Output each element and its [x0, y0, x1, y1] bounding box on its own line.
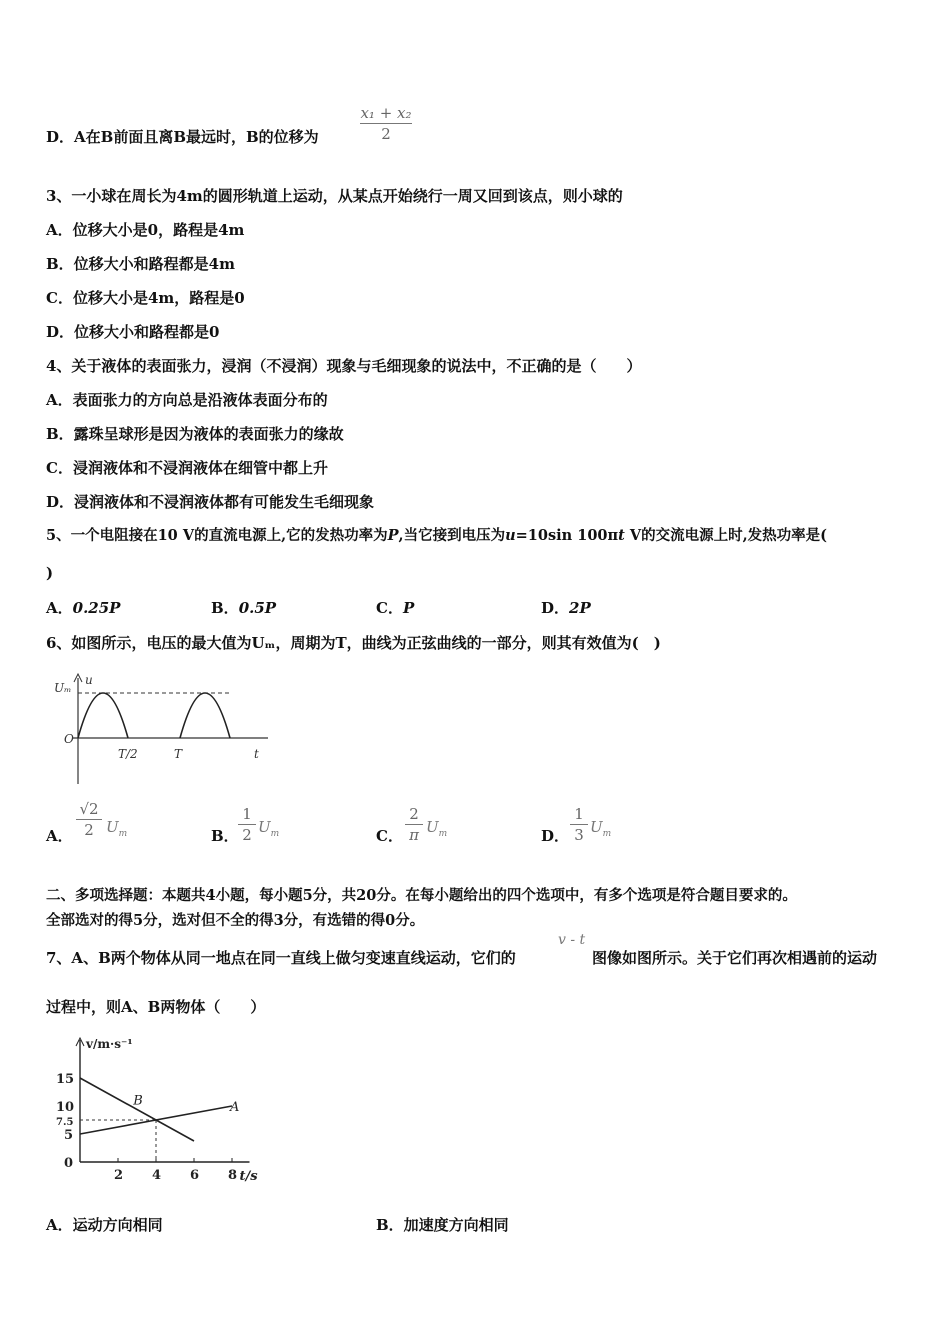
- q6-option-b-fraction: [238, 805, 256, 844]
- q6-option-a-fraction: [76, 800, 102, 839]
- y-tick-label: 15: [56, 1072, 75, 1087]
- second-half-sine: [180, 693, 230, 738]
- q5-option-b: [211, 598, 276, 618]
- q5-voltage-symbol: u: [505, 527, 516, 544]
- q4-stem: 4、关于液体的表面张力，浸润（不浸润）现象与毛细现象的说法中，不正确的是（ ）: [46, 357, 642, 375]
- u-symbol: U: [590, 818, 603, 836]
- fraction-denominator: 3: [574, 826, 584, 844]
- q7-stem-part1: 7、A、B两个物体从同一地点在同一直线上做匀变速直线运动，它们的: [46, 949, 516, 967]
- q6-option-a-u: [106, 818, 127, 839]
- x-tick-label: 2: [114, 1168, 124, 1182]
- section-2-scoring: 全部选对的得5分，选对但不全的得3分，有选错的得0分。: [46, 912, 425, 929]
- q4-option-c: C．浸润液体和不浸润液体在细管中都上升: [46, 459, 328, 477]
- x-tick-label: 6: [190, 1168, 200, 1182]
- q3-option-b: B．位移大小和路程都是4m: [46, 255, 235, 273]
- fraction-bar: [570, 824, 588, 825]
- tick-half-period: T/2: [118, 747, 138, 761]
- tick-period: T: [174, 747, 183, 761]
- q7-option-b: B．加速度方向相同: [376, 1216, 509, 1234]
- option-letter: A．: [46, 599, 73, 617]
- q6-option-d-letter: D．: [541, 827, 570, 845]
- fraction-bar: [405, 824, 423, 825]
- y-tick-label: 10: [56, 1100, 75, 1115]
- q5-stem-close: ): [46, 564, 54, 582]
- y-tick-label: 0: [64, 1156, 74, 1171]
- q4-option-b: B．露珠呈球形是因为液体的表面张力的缘故: [46, 425, 344, 443]
- series-label-a: A: [230, 1100, 240, 1115]
- u-subscript: m: [438, 829, 448, 839]
- q4-option-d: D．浸润液体和不浸润液体都有可能发生毛细现象: [46, 493, 375, 511]
- q5-option-d: [541, 598, 591, 618]
- fraction-bar: [76, 819, 102, 820]
- option-letter: B．: [211, 599, 239, 617]
- q6-option-d-u: [590, 818, 611, 839]
- q7-stem-part2: 图像如图所示。关于它们再次相遇前的运动: [592, 949, 878, 967]
- q5-option-c: [376, 598, 414, 618]
- q5-time-symbol: t: [618, 527, 625, 544]
- q7-vt-chart: [50, 1032, 290, 1182]
- fraction-denominator: π: [409, 826, 419, 844]
- u-symbol: U: [258, 818, 271, 836]
- q6-option-a-letter: A．: [46, 827, 73, 845]
- q2-option-d: [46, 127, 319, 147]
- q6-stem: 6、如图所示，电压的最大值为Uₘ，周期为T，曲线为正弦曲线的一部分，则其有效值为( ): [46, 634, 661, 652]
- fraction-numerator: 1: [242, 805, 252, 823]
- q5-stem-part: V的交流电源上时,发热功率是(: [624, 527, 828, 544]
- x-axis-label: t/s: [239, 1169, 258, 1182]
- u-subscript: m: [118, 829, 128, 839]
- fraction-numerator: x₁ + x₂: [360, 104, 412, 122]
- series-label-b: B: [133, 1093, 143, 1109]
- option-value: 2P: [569, 599, 591, 617]
- q5-stem: [46, 526, 827, 546]
- q6-voltage-graph: [50, 672, 280, 787]
- q5-stem-part: 5、一个电阻接在10 V的直流电源上,它的发热功率为: [46, 527, 388, 544]
- q4-option-a: A．表面张力的方向总是沿液体表面分布的: [46, 391, 328, 409]
- q5-stem-part: =10sin 100π: [515, 527, 619, 544]
- fraction-numerator: √2: [79, 800, 99, 818]
- q2-displacement-fraction: [360, 104, 412, 143]
- u-symbol: U: [106, 818, 119, 836]
- x-tick-label: 8: [228, 1168, 238, 1182]
- option-value: 0.25P: [72, 599, 121, 617]
- u-axis-label: u: [85, 673, 93, 687]
- u-subscript: m: [602, 829, 612, 839]
- q3-option-a: A．位移大小是0，路程是4m: [46, 221, 245, 239]
- y-tick-label: 7.5: [56, 1117, 74, 1128]
- origin-label: O: [64, 732, 74, 746]
- q6-option-c-u: [426, 818, 447, 839]
- t-axis-label: t: [254, 747, 259, 761]
- fraction-numerator: 1: [574, 805, 584, 823]
- y-tick-label: 5: [64, 1128, 74, 1143]
- first-half-sine: [78, 693, 128, 738]
- q3-option-d: D．位移大小和路程都是0: [46, 323, 220, 341]
- fraction-denominator: 2: [84, 821, 94, 839]
- q7-vt-symbol: v - t: [558, 932, 586, 948]
- fraction-bar: [238, 824, 256, 825]
- q2-option-d-label: D．A在B前面且离B最远时，B的位移为: [46, 128, 319, 146]
- q3-option-c: C．位移大小是4m，路程是0: [46, 289, 245, 307]
- q7-option-a: A．运动方向相同: [46, 1216, 163, 1234]
- y-max-label: Uₘ: [54, 681, 72, 695]
- x-tick-label: 4: [152, 1168, 162, 1182]
- option-letter: C．: [376, 599, 403, 617]
- q6-option-b-u: [258, 818, 279, 839]
- chart-marks: [56, 1038, 239, 1182]
- option-value: P: [402, 599, 415, 617]
- q5-option-a: [46, 598, 120, 618]
- fraction-numerator: 2: [409, 805, 419, 823]
- fraction-bar: [360, 123, 412, 124]
- u-symbol: U: [426, 818, 439, 836]
- q5-stem-part: ,当它接到电压为: [398, 527, 506, 544]
- q5-power-symbol: P: [387, 527, 399, 544]
- q7-stem-part3: 过程中，则A、B两物体（ ）: [46, 998, 266, 1016]
- q6-option-c-letter: C．: [376, 827, 403, 845]
- q3-stem: 3、一小球在周长为4m的圆形轨道上运动，从某点开始绕行一周又回到该点，则小球的: [46, 187, 623, 205]
- option-value: 0.5P: [238, 599, 277, 617]
- q6-option-c-fraction: [405, 805, 423, 844]
- option-letter: D．: [541, 599, 570, 617]
- y-axis-label: v/m·s⁻¹: [86, 1037, 133, 1051]
- fraction-denominator: 2: [381, 125, 391, 143]
- q6-option-b-letter: B．: [211, 827, 239, 845]
- u-subscript: m: [270, 829, 280, 839]
- fraction-denominator: 2: [242, 826, 252, 844]
- section-2-heading: 二、多项选择题：本题共4小题，每小题5分，共20分。在每小题给出的四个选项中，有多个选项是符合题目要求的。: [46, 887, 797, 904]
- q6-option-d-fraction: [570, 805, 588, 844]
